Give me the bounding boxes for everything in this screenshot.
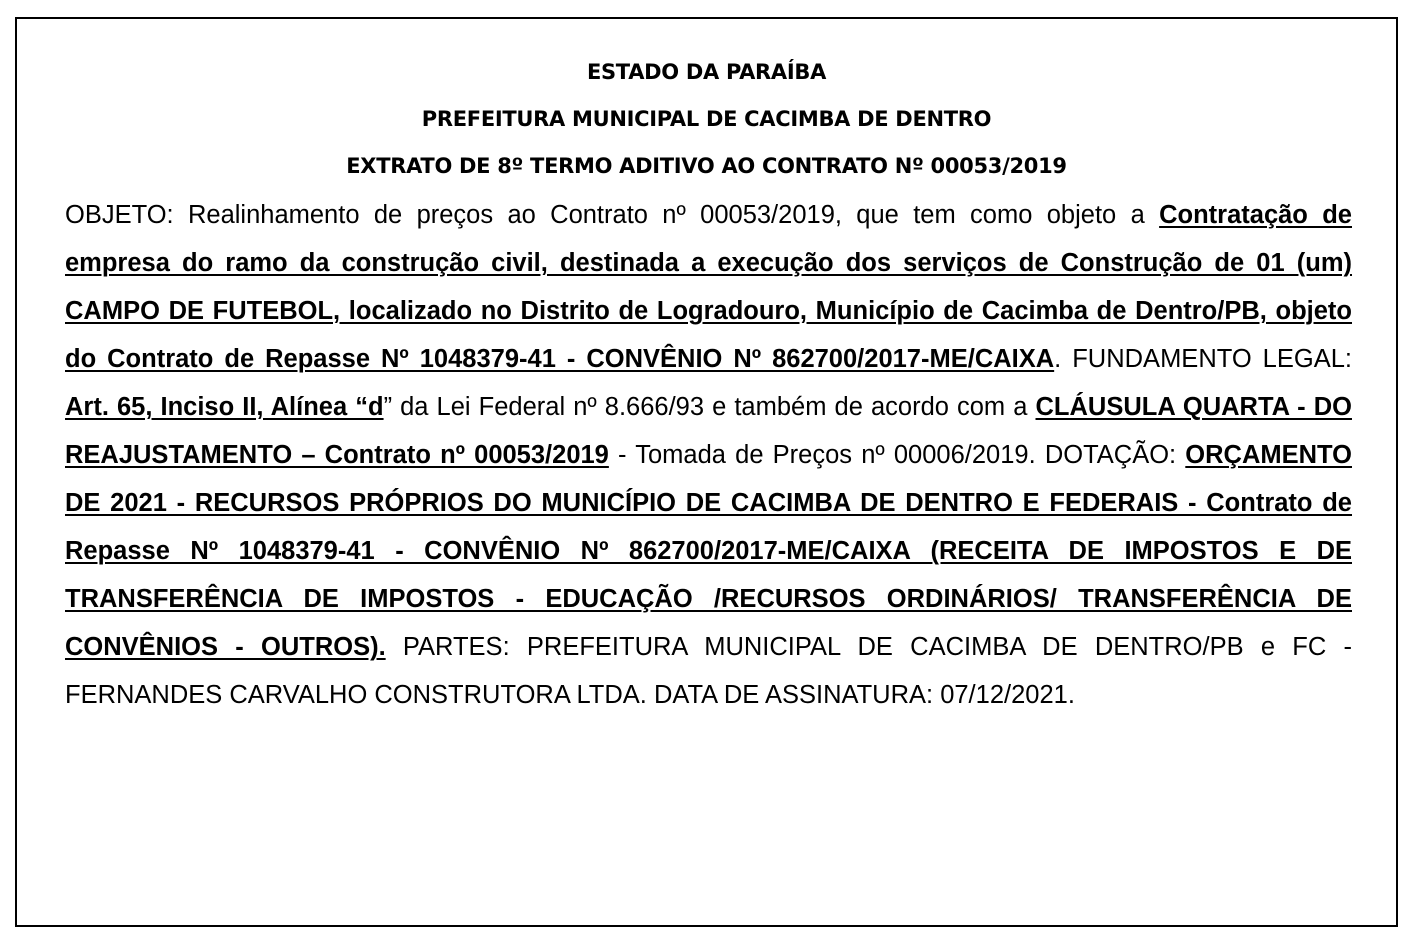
notice-body: [65, 191, 1352, 719]
extract-heading: EXTRATO DE 8º TERMO ADITIVO AO CONTRATO Nº 00053/2019: [346, 154, 1067, 178]
legal-basis-label: . FUNDAMENTO LEGAL:: [1054, 345, 1352, 373]
notice-frame: [15, 17, 1398, 927]
state-heading: ESTADO DA PARAÍBA: [586, 60, 827, 84]
budget-allocation: ORÇAMENTO DE 2021 - RECURSOS PRÓPRIOS DO MUNICÍPIO DE CACIMBA DE DENTRO E FEDERAIS - Contrato de Repasse Nº 1048379-41 - CONVÊNIO Nº 862700/2017-ME/CAIXA (RECEITA DE IMPOSTOS E DE TRANSFERÊNCIA DE IMPOSTOS - EDUCAÇÃO /RECURSOS ORDINÁRIOS/ TRANSFERÊNCIA DE CONVÊNIOS - OUTROS).: [65, 441, 1352, 661]
legal-article: Art. 65, Inciso II, Alínea “d: [65, 393, 384, 421]
contract-object: Contratação de empresa do ramo da construção civil, destinada a execução dos serviços de Construção de 01 (um) CAMPO DE FUTEBOL, localizado no Distrito de Logradouro, Município de Cacimba de Dentro/PB, objeto do Contrato de Repasse Nº 1048379-41 - CONVÊNIO Nº 862700/2017-ME/CAIXA: [65, 201, 1352, 373]
tender-reference: - Tomada de Preços nº 00006/2019. DOTAÇÃO:: [608, 441, 1186, 469]
parties-and-date: PARTES: PREFEITURA MUNICIPAL DE CACIMBA DE DENTRO/PB e FC - FERNANDES CARVALHO CONSTRUTORA LTDA. DATA DE ASSINATURA: 07/12/2021.: [65, 633, 1352, 709]
law-reference: ” da Lei Federal nº 8.666/93 e também de acordo com a: [383, 393, 1036, 421]
municipality-heading: PREFEITURA MUNICIPAL DE CACIMBA DE DENTRO: [421, 107, 992, 131]
notice-header: [17, 57, 1396, 198]
object-intro: OBJETO: Realinhamento de preços ao Contrato nº 00053/2019, que tem como objeto a: [65, 201, 1160, 229]
contract-clause: CLÁUSULA QUARTA - DO REAJUSTAMENTO – Contrato nº 00053/2019: [65, 393, 1352, 469]
